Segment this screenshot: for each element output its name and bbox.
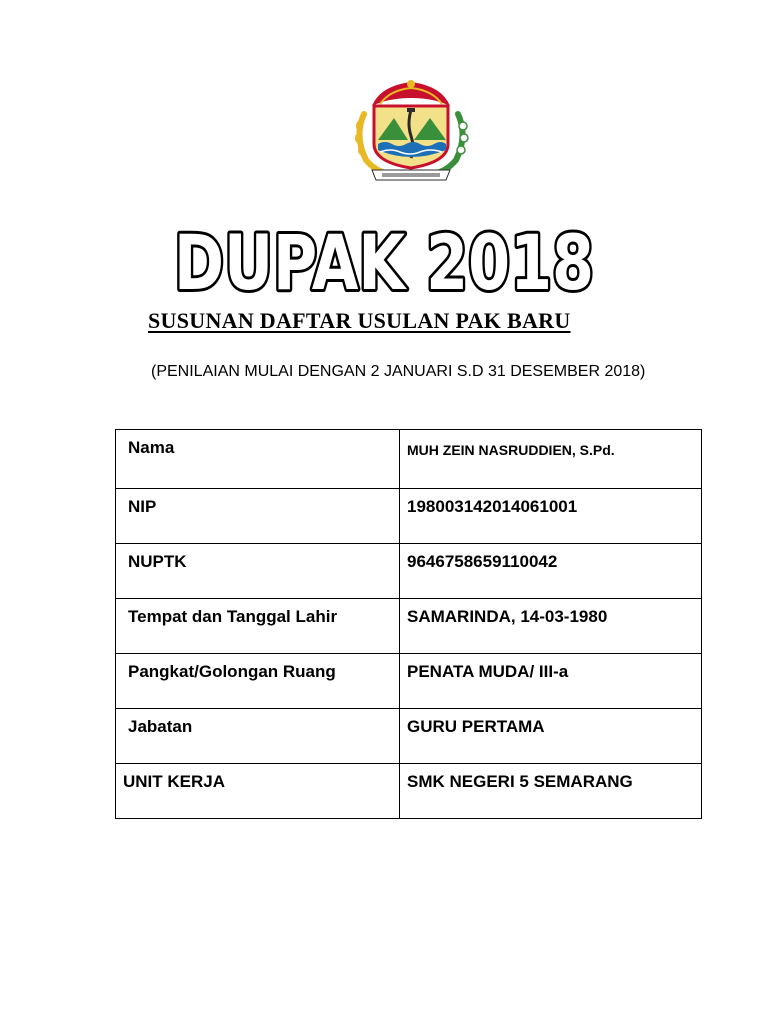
assessment-period: (PENILAIAN MULAI DENGAN 2 JANUARI S.D 31 DESEMBER 2018) <box>151 363 646 380</box>
provincial-emblem-logo <box>350 74 472 186</box>
table-row <box>116 489 702 544</box>
row-label-rank: Pangkat/Golongan Ruang <box>116 654 400 709</box>
table-row <box>116 544 702 599</box>
row-value-birth: SAMARINDA, 14-03-1980 <box>400 599 702 654</box>
table-row <box>116 430 702 489</box>
row-label-work-unit: UNIT KERJA <box>116 764 400 819</box>
document-title-art <box>164 217 604 307</box>
table-row <box>116 654 702 709</box>
row-label-nip: NIP <box>116 489 400 544</box>
document-subtitle: SUSUNAN DAFTAR USULAN PAK BARU <box>148 308 571 333</box>
row-value-position: GURU PERTAMA <box>400 709 702 764</box>
table-row <box>116 599 702 654</box>
row-value-rank: PENATA MUDA/ III-a <box>400 654 702 709</box>
row-label-position: Jabatan <box>116 709 400 764</box>
table-row <box>116 709 702 764</box>
document-title-text: DUPAK 2018 <box>174 218 594 307</box>
document-title <box>0 217 768 307</box>
row-label-nama: Nama <box>116 430 400 489</box>
row-label-nuptk: NUPTK <box>116 544 400 599</box>
row-value-work-unit: SMK NEGERI 5 SEMARANG <box>400 764 702 819</box>
row-label-birth: Tempat dan Tanggal Lahir <box>116 599 400 654</box>
identity-table <box>115 429 702 819</box>
table-row <box>116 764 702 819</box>
row-value-nama: MUH ZEIN NASRUDDIEN, S.Pd. <box>400 430 702 489</box>
row-value-nuptk: 9646758659110042 <box>400 544 702 599</box>
row-value-nip: 198003142014061001 <box>400 489 702 544</box>
